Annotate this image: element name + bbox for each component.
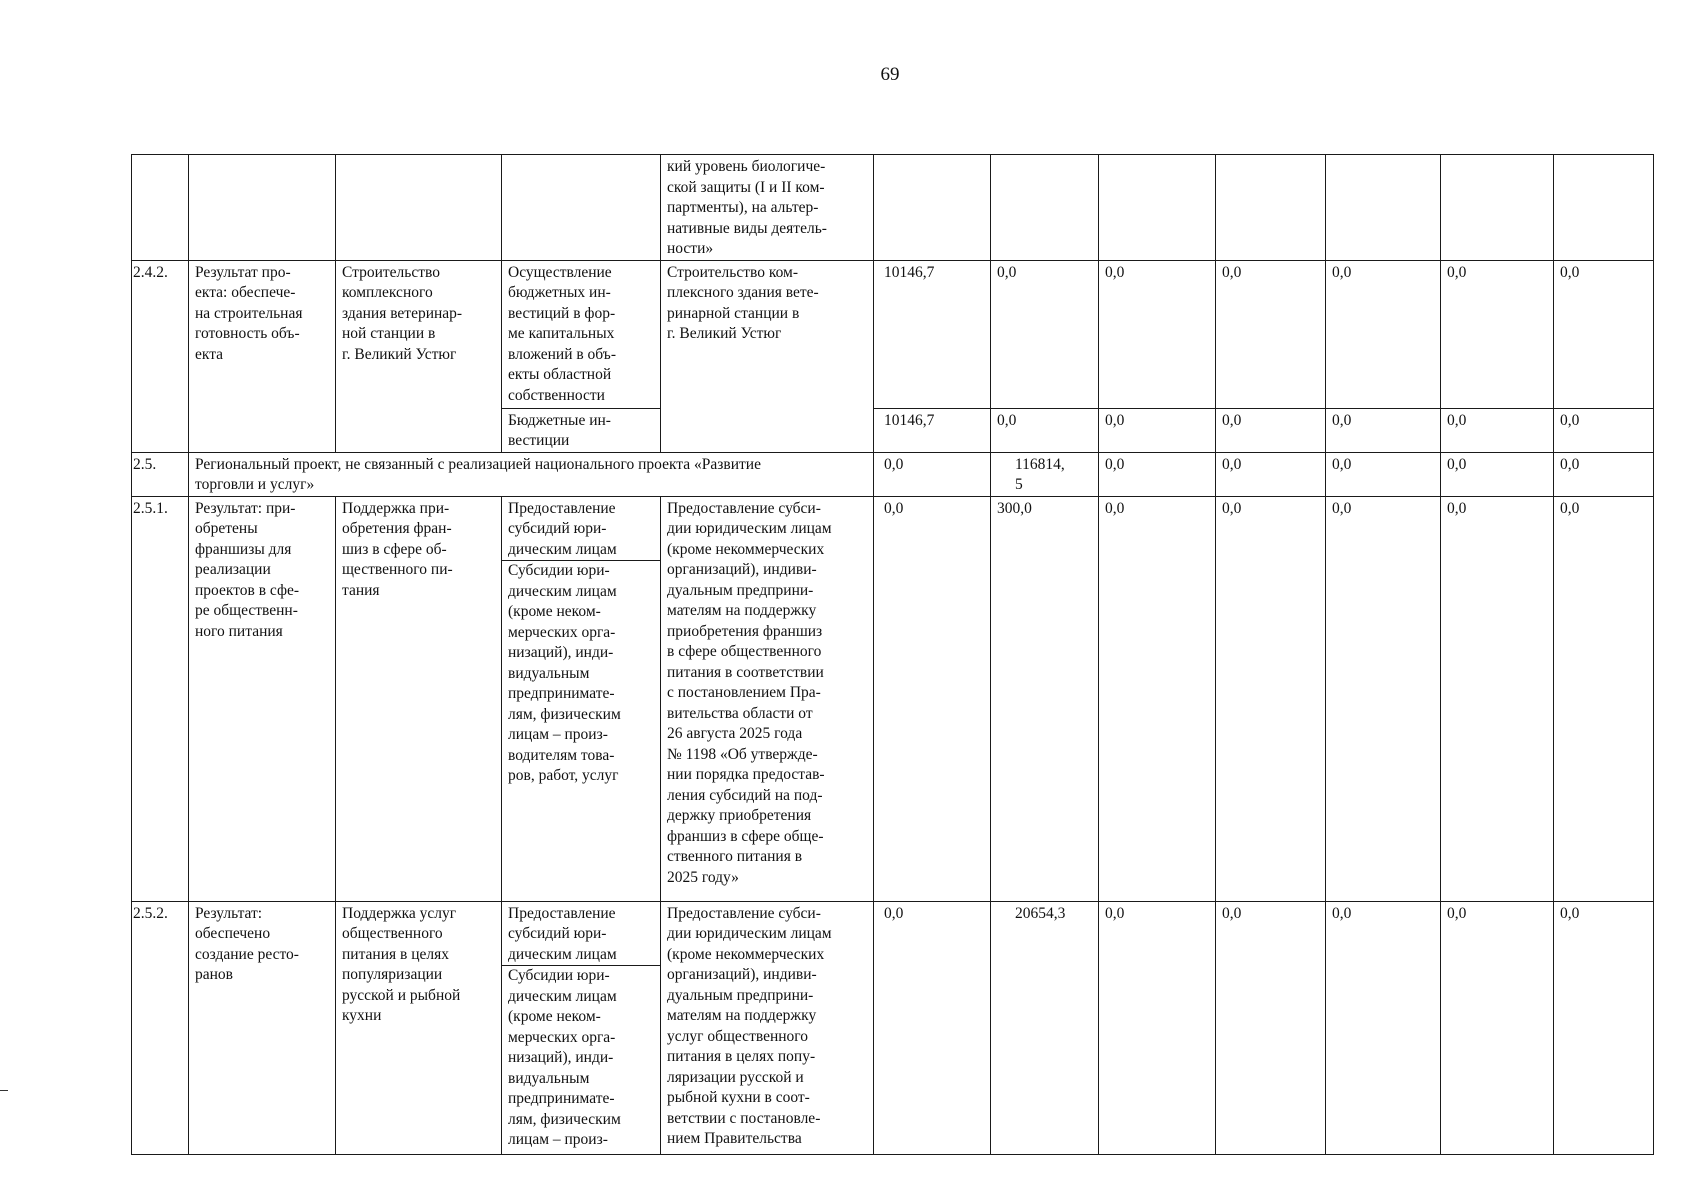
- cell-value: 0,0: [1326, 408, 1441, 452]
- cell-description: Предоставление субси- дии юридическим лицам (кроме некоммерческих организаций), индиви- дуальным предприни- мателям на поддержку приобретения франшиз в сфере общественного питания в соответствии с постановлением Пра- вительства области от 26 августа 2025 года № 1198 «Об утвержде- нии порядка предостав- ления субсидий на под- держку приобретения франшиз в сфере обще- ственного питания в 2025 году»: [661, 496, 874, 901]
- cell-value: 0,0: [1216, 901, 1326, 1154]
- cell-value: [1554, 155, 1654, 261]
- form-subsidy-detail: Субсидии юри- дическим лицам (кроме неком- мерческих орга- низаций), инди- видуальным предпринимате- лям, физическим лицам – произ- водителям това- ров, работ, услуг: [508, 562, 621, 784]
- cell-result: Результат про- екта: обеспече- на строительная готовность объ- екта: [189, 260, 336, 452]
- cell-value: [991, 155, 1099, 261]
- cell-value: 0,0: [1554, 496, 1654, 901]
- cell-value: 0,0: [874, 496, 991, 901]
- cell-value: 0,0: [1326, 496, 1441, 901]
- cell-form: [502, 496, 661, 901]
- cell-value: 20654,3: [991, 901, 1099, 1154]
- cell-num: 2.5.2.: [132, 901, 189, 1154]
- cell-value: 0,0: [1099, 408, 1216, 452]
- cell-value: 0,0: [1099, 901, 1216, 1154]
- cell-value: 300,0: [991, 496, 1099, 901]
- page-number: 69: [880, 64, 900, 85]
- table-row: [132, 452, 1654, 496]
- cell-value: 0,0: [874, 901, 991, 1154]
- cell-value: 0,0: [1216, 452, 1326, 496]
- cell-num: 2.4.2.: [132, 260, 189, 452]
- cell-result: Результат: при- обретены франшизы для реализации проектов в сфе- ре общественн- ного питания: [189, 496, 336, 901]
- cell-value: [1326, 155, 1441, 261]
- margin-mark: [0, 1090, 8, 1091]
- cell-form: [502, 901, 661, 1154]
- form-subsidy-label: Предоставление субсидий юри- дическим лицам: [502, 904, 660, 967]
- cell-value: 0,0: [1216, 408, 1326, 452]
- cell-value: 0,0: [1554, 260, 1654, 408]
- cell-value: 10146,7: [874, 408, 991, 452]
- cell-result: Результат: обеспечено создание ресто- ранов: [189, 901, 336, 1154]
- table-row: [132, 496, 1654, 901]
- cell-description: кий уровень биологиче- ской защиты (I и II ком- партменты), на альтер- нативные виды деятель- ности»: [661, 155, 874, 261]
- cell-description: Предоставление субси- дии юридическим лицам (кроме некоммерческих организаций), индиви- дуальным предприни- мателям на поддержку услуг общественного питания в целях попу- ляризации русской и рыбной кухни в соот- ветствии с постановле- нием Правительства: [661, 901, 874, 1154]
- budget-table: [131, 154, 1654, 1155]
- cell-form: Осуществление бюджетных ин- вестиций в фор- ме капитальных вложений в объ- екты областной собственности: [502, 260, 661, 408]
- cell-value: [1216, 155, 1326, 261]
- cell-value: 0,0: [1441, 496, 1554, 901]
- cell-value: 0,0: [1326, 260, 1441, 408]
- table-row: [132, 901, 1654, 1154]
- cell-value: 0,0: [1216, 496, 1326, 901]
- cell-value: [1441, 155, 1554, 261]
- cell-value: [874, 155, 991, 261]
- cell-num: 2.5.1.: [132, 496, 189, 901]
- cell-value: 0,0: [1554, 901, 1654, 1154]
- cell-value: 0,0: [991, 260, 1099, 408]
- cell-value: 0,0: [1441, 452, 1554, 496]
- cell-value: 116814, 5: [991, 452, 1099, 496]
- cell-form: Бюджетные ин- вестиции: [502, 408, 661, 452]
- cell-value: 0,0: [1326, 452, 1441, 496]
- cell-value: 0,0: [991, 408, 1099, 452]
- cell-value: 0,0: [1554, 408, 1654, 452]
- cell-value: 0,0: [1554, 452, 1654, 496]
- cell-value: 0,0: [874, 452, 991, 496]
- cell-value: 0,0: [1099, 260, 1216, 408]
- cell-project-title: Региональный проект, не связанный с реализацией национального проекта «Развитие торговли и услуг»: [189, 452, 874, 496]
- cell-description: Строительство ком- плексного здания вете- ринарной станции в г. Великий Устюг: [661, 260, 874, 452]
- table-row: [132, 260, 1654, 408]
- cell-value: 10146,7: [874, 260, 991, 408]
- cell-activity: [336, 155, 502, 261]
- cell-value: 0,0: [1441, 901, 1554, 1154]
- cell-value: 0,0: [1099, 496, 1216, 901]
- table-row: [132, 155, 1654, 261]
- cell-value: 0,0: [1441, 260, 1554, 408]
- form-subsidy-label: Предоставление субсидий юри- дическим лицам: [502, 499, 660, 562]
- cell-num: 2.5.: [132, 452, 189, 496]
- cell-activity: Поддержка услуг общественного питания в целях популяризации русской и рыбной кухни: [336, 901, 502, 1154]
- cell-result: [189, 155, 336, 261]
- cell-activity: Поддержка при- обретения фран- шиз в сфере об- щественного пи- тания: [336, 496, 502, 901]
- cell-num: [132, 155, 189, 261]
- cell-value: 0,0: [1326, 901, 1441, 1154]
- cell-value: [1099, 155, 1216, 261]
- cell-value: 0,0: [1099, 452, 1216, 496]
- cell-value: 0,0: [1441, 408, 1554, 452]
- cell-form: [502, 155, 661, 261]
- cell-activity: Строительство комплексного здания ветеринар- ной станции в г. Великий Устюг: [336, 260, 502, 452]
- cell-value: 0,0: [1216, 260, 1326, 408]
- form-subsidy-detail: Субсидии юри- дическим лицам (кроме неком- мерческих орга- низаций), инди- видуальным предпринимате- лям, физическим лицам – произ-: [508, 967, 621, 1148]
